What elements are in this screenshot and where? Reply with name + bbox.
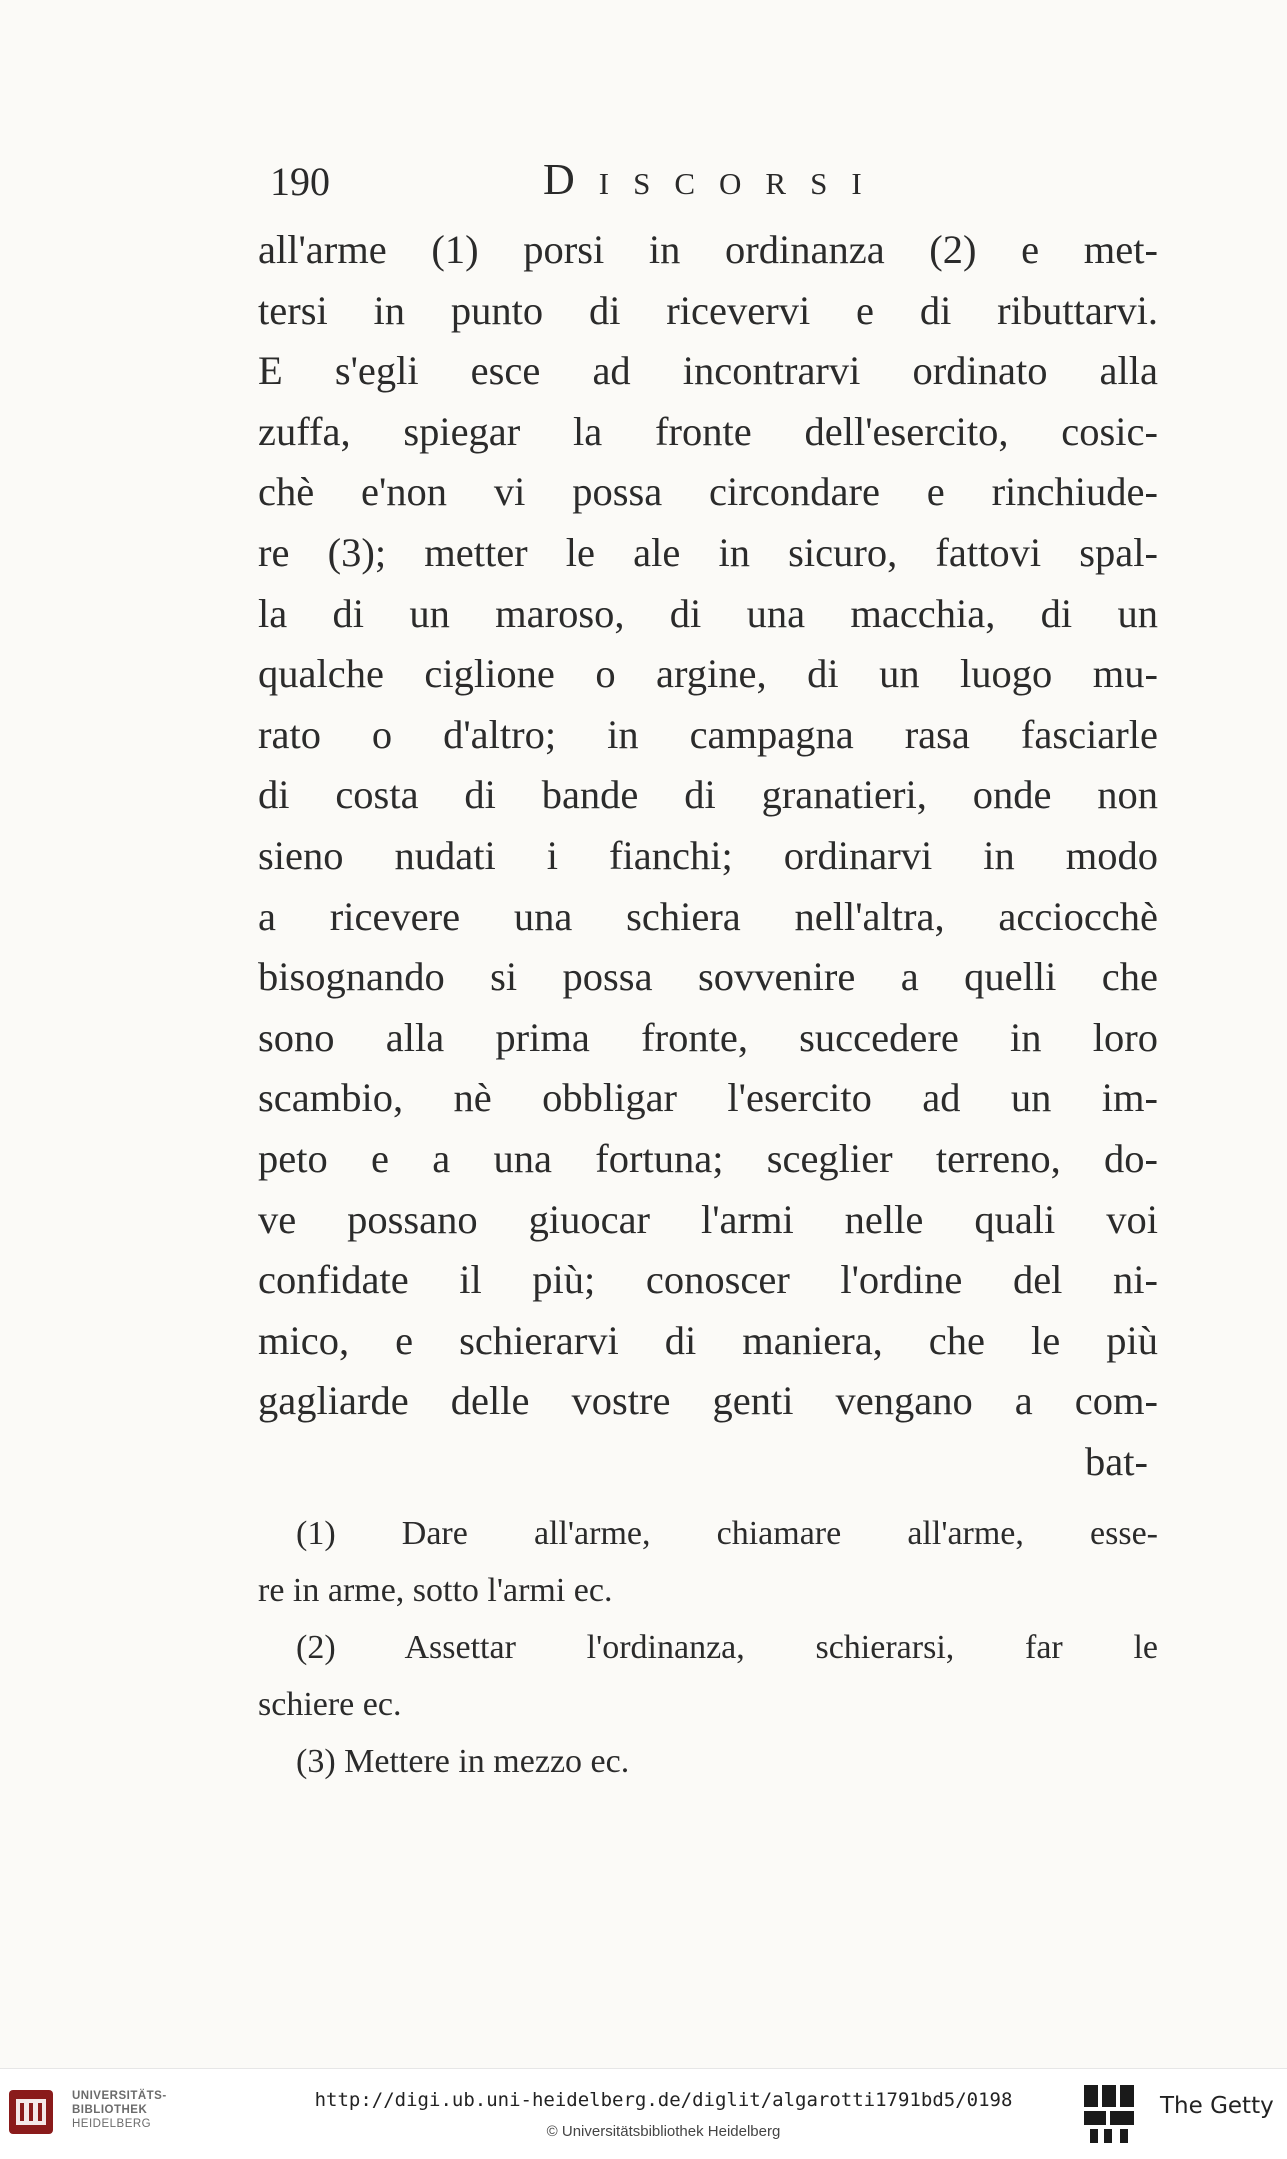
viewer-footer xyxy=(0,2068,1287,2159)
catchword: bat- xyxy=(1085,1438,1148,1484)
footnotes xyxy=(258,1505,1158,1790)
page-header xyxy=(258,155,1178,218)
copyright-notice: © Universitätsbibliothek Heidelberg xyxy=(546,2123,781,2140)
text-line: a ricevere una schiera nell'altra, acciocchè xyxy=(258,893,1158,939)
getty-name: The Getty xyxy=(1160,2093,1274,2119)
running-title: Discorsi xyxy=(543,155,886,204)
text-line: bisognando si possa sovvenire a quelli che xyxy=(258,954,1158,1000)
footnote-line: schiere ec. xyxy=(258,1686,402,1723)
text-line: chè e'non vi possa circondare e rinchiude- xyxy=(258,469,1158,515)
page-number: 190 xyxy=(270,159,330,204)
text-line: di costa di bande di granatieri, onde non xyxy=(258,772,1158,818)
text-line: gagliarde delle vostre genti vengano a com- xyxy=(258,1378,1158,1424)
text-line: scambio, nè obbligar l'esercito ad un im- xyxy=(258,1075,1158,1121)
library-name-line: UNIVERSITÄTS- xyxy=(72,2090,167,2102)
footnote-line: (3) Mettere in mezzo ec. xyxy=(296,1743,630,1780)
text-line: sieno nudati i fianchi; ordinarvi in modo xyxy=(258,832,1158,878)
library-name-line: HEIDELBERG xyxy=(72,2118,152,2130)
text-line: mico, e schierarvi di maniera, che le più xyxy=(258,1317,1158,1363)
text-line: all'arme (1) porsi in ordinanza (2) e met- xyxy=(258,227,1158,272)
text-line: la di un maroso, di una macchia, di un xyxy=(258,590,1158,636)
body-text xyxy=(258,220,1158,1492)
getty-logo-icon[interactable] xyxy=(1082,2083,1140,2145)
text-line: peto e a una fortuna; sceglier terreno, do- xyxy=(258,1135,1158,1181)
text-line: qualche ciglione o argine, di un luogo mu- xyxy=(258,651,1158,697)
text-line: E s'egli esce ad incontrarvi ordinato alla xyxy=(258,348,1158,394)
footnote-line: re in arme, sotto l'armi ec. xyxy=(258,1572,613,1609)
text-line: re (3); metter le ale in sicuro, fattovi spal- xyxy=(258,529,1158,575)
text-line: tersi in punto di ricevervi e di ributtarvi. xyxy=(258,287,1158,333)
footnote-line: (2) Assettar l'ordinanza, schierarsi, far le xyxy=(296,1629,1158,1666)
footnote-line: (1) Dare all'arme, chiamare all'arme, esse- xyxy=(296,1515,1158,1552)
text-line: confidate il più; conoscer l'ordine del ni- xyxy=(258,1257,1158,1303)
library-name-line: BIBLIOTHEK xyxy=(72,2104,148,2116)
text-line: zuffa, spiegar la fronte dell'esercito, cosic- xyxy=(258,408,1158,454)
permalink-url[interactable]: http://digi.ub.uni-heidelberg.de/diglit/algarotti1791bd5/0198 xyxy=(314,2089,1013,2111)
text-line: rato o d'altro; in campagna rasa fasciarle xyxy=(258,711,1158,757)
text-line: sono alla prima fronte, succedere in loro xyxy=(258,1014,1158,1060)
text-line: ve possano giuocar l'armi nelle quali voi xyxy=(258,1196,1158,1242)
